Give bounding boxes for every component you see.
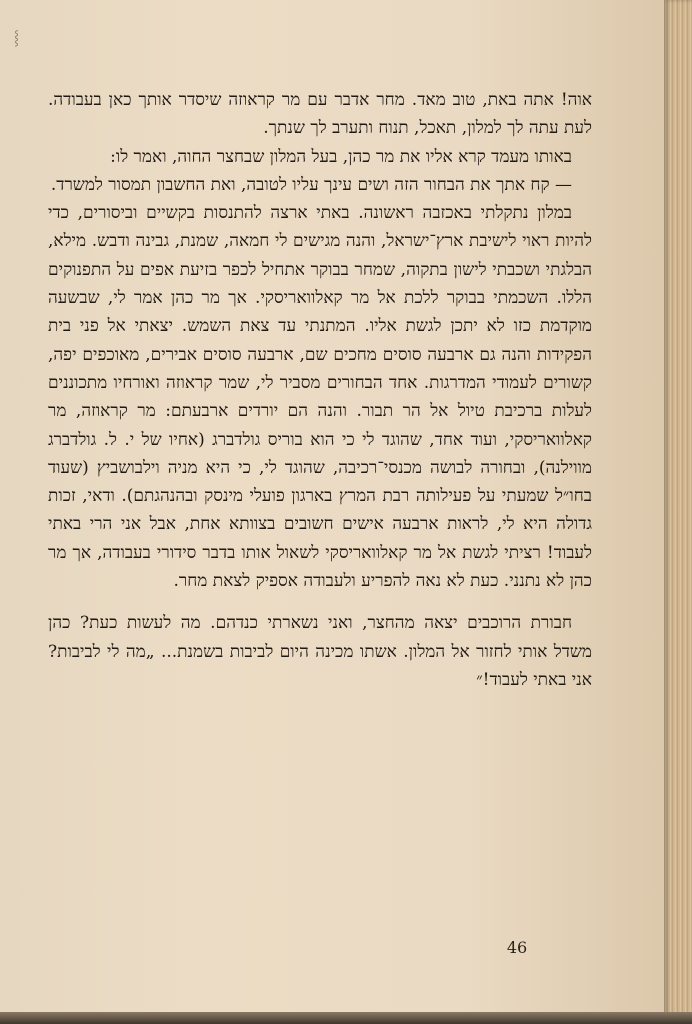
paragraph-3: — קח אתך את הבחור הזה ושים עינך עליו לטובה, ואת החשבון תמסור למשרד. bbox=[50, 174, 572, 195]
paragraph-5: חבורת הרוכבים יצאה מהחצר, ואני נשארתי כנדהם. מה לעשות כעת? כהן משדל אותי לחזור אל המלון. אשתו מכינה היום לביבות בשמנת... „מה לי לביבות? אני באתי לעבוד!״ bbox=[48, 613, 592, 690]
page-stack-edge bbox=[664, 0, 692, 1024]
page-number: 46 bbox=[506, 938, 528, 957]
paragraph-4: במלון נתקלתי באכזבה ראשונה. באתי ארצה להתנסות בקשיים וביסורים, כדי להיות ראוי לישיבת ארץ־ישראל, והנה מגישים לי חמאה, שמנת, גבינה ודבש. מילא, הבלגתי ושכבתי לישון בתקוה, שמחר בבוקר אתחיל לכפר בזיעת אפים על התפנוקים הללו. השכמתי בבוקר ללכת אל מר קאלוואריסקי. אך מר כהן אמר לי, שבשעה מוקדמת כזו לא יתכן לגשת אליו. המתנתי עד צאת השמש. יצאתי אל פני בית הפקידות והנה גם ארבעה סוסים מחכים שם, ארבעה סוסים אבירים, מאוכפים יפה, קשורים לעמודי המדרגות. אחד הבחורים מסביר לי, שמר קראוזה ואורחיו מתכוננים לעלות ברכיבת טיול אל הר תבור. והנה הם יורדים ארבעתם: מר קראוזה, מר קאלוואריסקי, ועוד אחד, שהוגד לי כי הוא בוריס גולדברג (אחיו של י. ל. גולדברג מווילנה), ובחורה לבושה מכנסי־רכיבה, שהוגד לי, כי היא מניה וילבושביץ (שעוד בחו״ל שמעתי על פעילותה רבת המרץ בארגון פועלי מינסק ובהנהגתם). ודאי, זכות גדולה היא לי, לראות ארבעה אישים חשובים בצוותא אחת, אבל אני הרי באתי לעבוד! רציתי לגשת אל מר קאלוואריסקי לשאול אותו בדבר סידורי בעבודה, אך מר כהן לא נתנני. כעת לא נאה להפריע ולעבודה אספיק לצאת מחר. bbox=[48, 203, 592, 592]
paragraph-2: באותו מעמד קרא אליו את מר כהן, בעל המלון שבחצר החוה, ואמר לו: bbox=[110, 146, 572, 167]
page-text bbox=[48, 86, 592, 694]
paragraph-1: אוה! אתה באת, טוב מאד. מחר אדבר עם מר קראוזה שיסדר אותך כאן בעבודה. לעת עתה לך למלון, תאכל, תנוח ותערב לך שנתך. bbox=[48, 90, 592, 139]
pencil-mark: ⸾ bbox=[14, 30, 20, 46]
bottom-shadow bbox=[0, 1012, 692, 1024]
